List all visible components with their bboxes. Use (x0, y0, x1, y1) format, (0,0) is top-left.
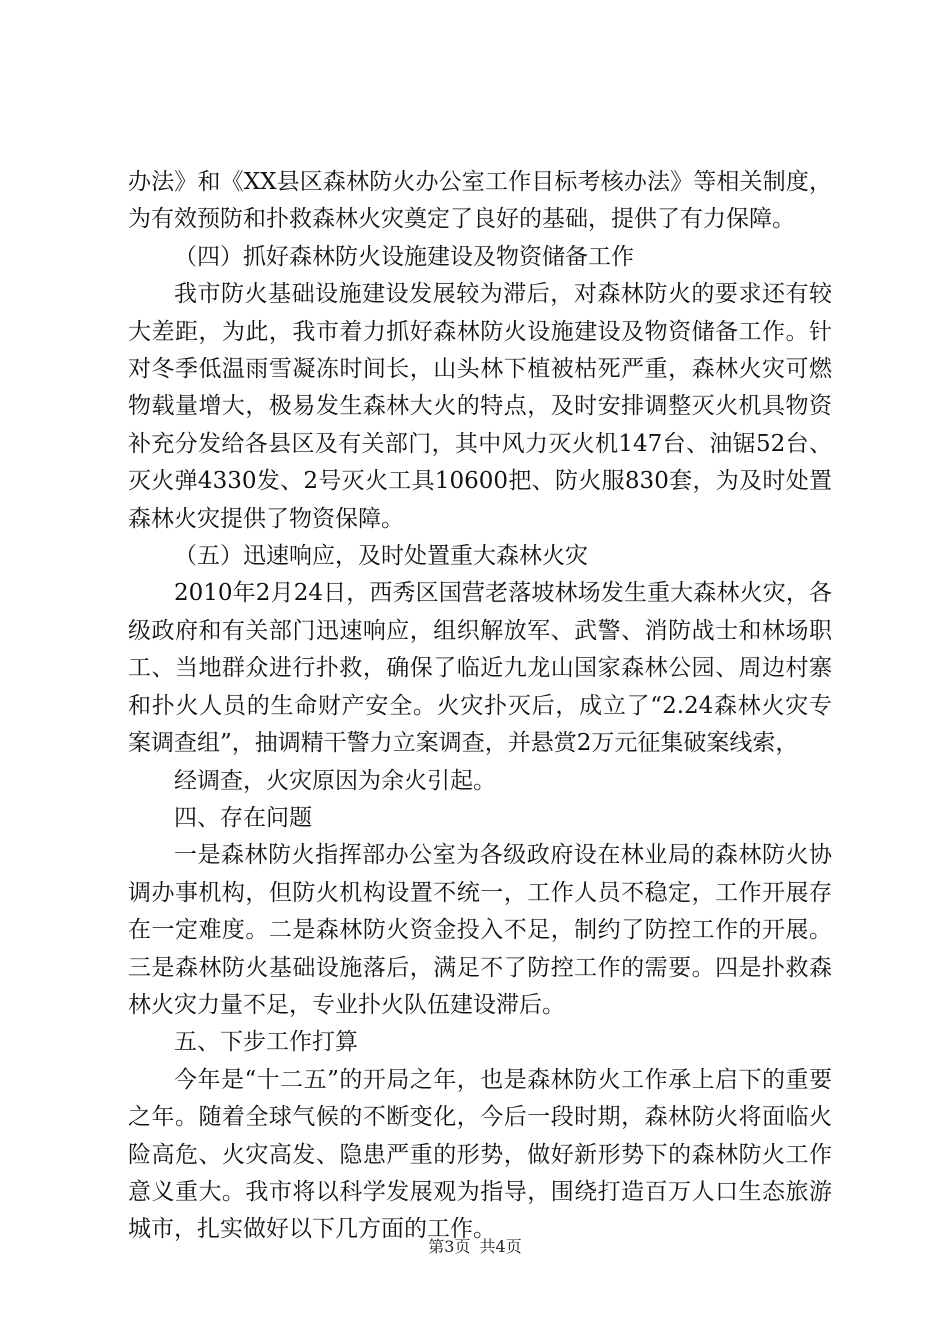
section-heading-four: （四）抓好森林防火设施建设及物资储备工作 (174, 243, 634, 270)
page-footer (0, 1237, 950, 1257)
heading-next-steps: 五、下步工作打算 (174, 1029, 358, 1056)
section-heading-five: （五）迅速响应，及时处置重大森林火灾 (174, 543, 588, 570)
paragraph-continuation: 办法》和《XX县区森林防火办公室工作目标考核办法》等相关制度，为有效预防和扑救森林火灾奠定了良好的基础，提供了有力保障。 (128, 169, 832, 233)
paragraph-fire-response: 2010年2月24日，西秀区国营老落坡林场发生重大森林火灾，各级政府和有关部门迅速响应，组织解放军、武警、消防战士和林场职工、当地群众进行扑救，确保了临近九龙山国家森林公园、周边村寨和扑火人员的生命财产安全。火灾扑灭后，成立了“2.24森林火灾专案调查组”，抽调精干警力立案调查，并悬赏2万元征集破案线索， (128, 580, 832, 757)
heading-problems: 四、存在问题 (174, 804, 312, 831)
page-total: 共4页 (479, 1237, 522, 1256)
document-body (128, 164, 832, 1249)
paragraph-next-steps: 今年是“十二五”的开局之年，也是森林防火工作承上启下的重要之年。随着全球气候的不断变化，今后一段时期，森林防火将面临火险高危、火灾高发、隐患严重的形势，做好新形势下的森林防火工作意义重大。我市将以科学发展观为指导，围绕打造百万人口生态旅游城市，扎实做好以下几方面的工作。 (128, 1066, 832, 1243)
page-number: 第3页 (428, 1237, 471, 1256)
paragraph-facilities: 我市防火基础设施建设发展较为滞后，对森林防火的要求还有较大差距，为此，我市着力抓好森林防火设施建设及物资储备工作。针对冬季低温雨雪凝冻时间长，山头林下植被枯死严重，森林火灾可燃物载量增大，极易发生森林大火的特点，及时安排调整灭火机具物资补充分发给各县区及有关部门，其中风力灭火机147台、油锯52台、灭火弹4330发、2号灭火工具10600把、防火服830套，为及时处置森林火灾提供了物资保障。 (128, 281, 832, 532)
paragraph-problems: 一是森林防火指挥部办公室为各级政府设在林业局的森林防火协调办事机构，但防火机构设置不统一，工作人员不稳定，工作开展存在一定难度。二是森林防火资金投入不足，制约了防控工作的开展。三是森林防火基础设施落后，满足不了防控工作的需要。四是扑救森林火灾力量不足，专业扑火队伍建设滞后。 (128, 842, 832, 1018)
paragraph-investigation: 经调查，火灾原因为余火引起。 (174, 767, 496, 794)
